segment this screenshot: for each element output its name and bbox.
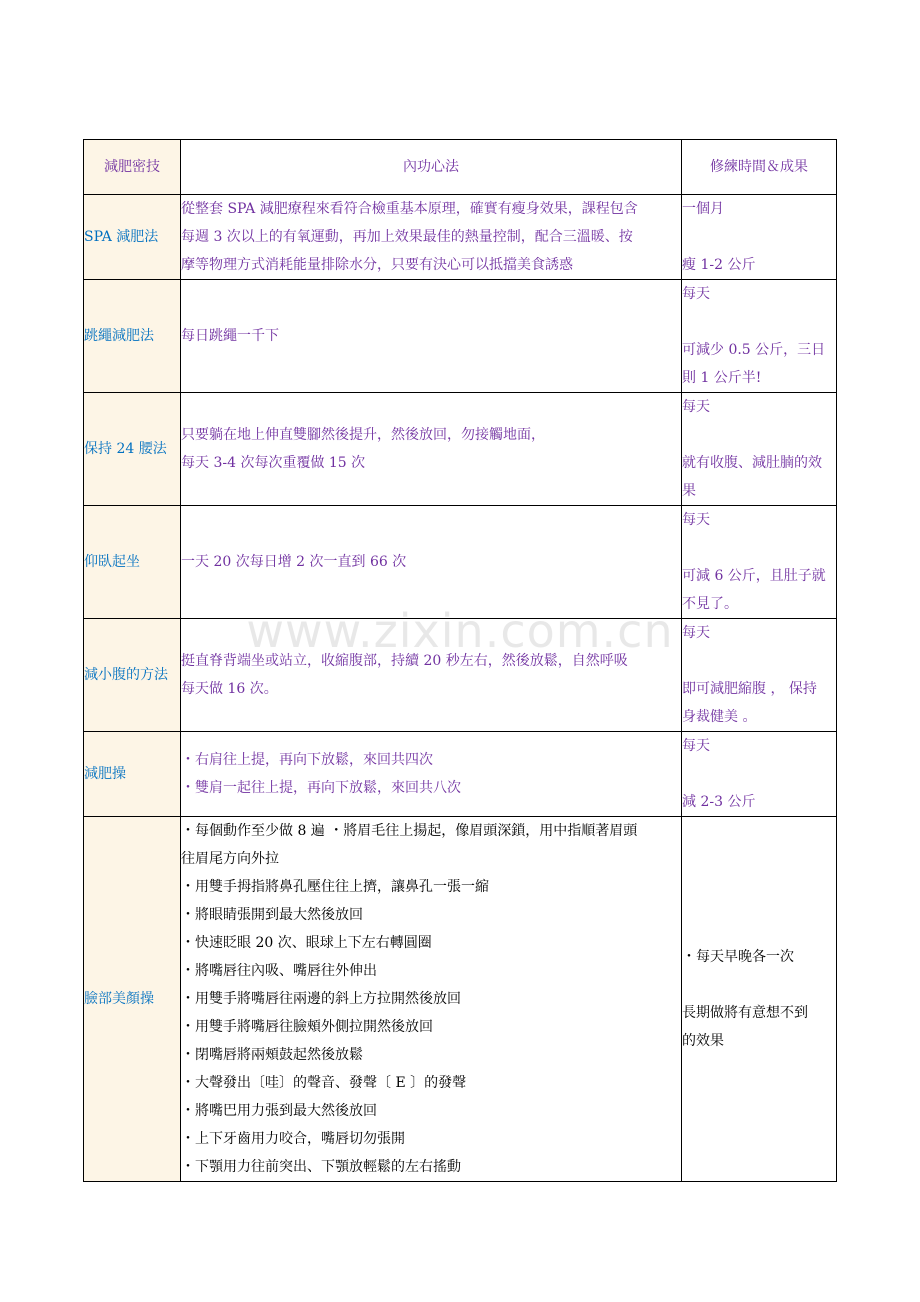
method-line: ・每個動作至少做 8 遍 ・將眉毛往上揚起，像眉頭深鎖，用中指順著眉頭	[181, 823, 638, 839]
method-line: 每日跳繩一千下	[181, 328, 279, 344]
result-line: 長期做將有意想不到	[682, 1005, 808, 1021]
method-line: ・大聲發出〔哇〕的聲音、發聲〔 E 〕的發聲	[181, 1075, 467, 1091]
method-line: 每天 3-4 次每次重覆做 15 次	[181, 455, 366, 471]
method-line: ・快速眨眼 20 次、眼球上下左右轉圓圈	[181, 935, 432, 951]
result-line: 果	[682, 483, 696, 499]
result-line: 可減少 0.5 公斤，三日	[682, 342, 826, 358]
row-result	[682, 506, 837, 619]
table-row	[84, 732, 837, 817]
method-line: 往眉尾方向外拉	[181, 851, 279, 867]
row-method	[181, 619, 682, 732]
row-method	[181, 195, 682, 280]
row-name: SPA 減肥法	[84, 195, 181, 280]
result-line: 可減 6 公斤，且肚子就	[682, 568, 826, 584]
method-line: ・用雙手將嘴唇往臉頰外側拉開然後放回	[181, 1019, 433, 1035]
table-row	[84, 280, 837, 393]
method-line: ・右肩往上提，再向下放鬆，來回共四次	[181, 752, 433, 768]
row-name: 臉部美顏操	[84, 817, 181, 1182]
row-result	[682, 195, 837, 280]
result-line: 不見了。	[682, 596, 738, 612]
watermark: www.zixin.com.cn	[246, 604, 674, 658]
table-header-row	[84, 140, 837, 195]
row-method	[181, 732, 682, 817]
row-name: 保持 24 腰法	[84, 393, 181, 506]
header-technique: 內功心法	[181, 140, 682, 195]
result-line: 即可減肥縮腹 ， 保持	[682, 681, 817, 697]
method-line: 一天 20 次每日增 2 次一直到 66 次	[181, 554, 407, 570]
result-line: 瘦 1-2 公斤	[682, 257, 756, 273]
table-row	[84, 506, 837, 619]
row-method	[181, 280, 682, 393]
row-name: 仰臥起坐	[84, 506, 181, 619]
result-line: 每天	[682, 399, 710, 415]
header-time-result: 修練時間＆成果	[682, 140, 837, 195]
result-line: 則 1 公斤半!	[682, 370, 762, 386]
row-result	[682, 732, 837, 817]
method-line: ・下顎用力往前突出、下顎放輕鬆的左右搖動	[181, 1159, 461, 1175]
result-line: 每天	[682, 625, 710, 641]
method-line: 每天做 16 次。	[181, 681, 278, 697]
method-line: 摩等物理方式消耗能量排除水分，只要有決心可以抵擋美食誘惑	[181, 257, 573, 273]
row-name: 減小腹的方法	[84, 619, 181, 732]
method-line: 從整套 SPA 減肥療程來看符合檢重基本原理，確實有瘦身效果，課程包含	[181, 201, 638, 217]
result-line: 每天	[682, 512, 710, 528]
row-method	[181, 817, 682, 1182]
method-line: 只要躺在地上伸直雙腳然後提升，然後放回，勿接觸地面，	[181, 427, 545, 443]
result-line: 減 2-3 公斤	[682, 794, 756, 810]
table-row	[84, 619, 837, 732]
method-line: ・將眼睛張開到最大然後放回	[181, 907, 363, 923]
result-line: 一個月	[682, 201, 724, 217]
result-line: 身裁健美 。	[682, 709, 757, 725]
method-line: ・用雙手將嘴唇往兩邊的斜上方拉開然後放回	[181, 991, 461, 1007]
row-result	[682, 280, 837, 393]
row-result	[682, 393, 837, 506]
result-line: 就有收腹、減肚腩的效	[682, 455, 822, 471]
method-line: ・閉嘴唇將兩頰鼓起然後放鬆	[181, 1047, 363, 1063]
method-line: ・將嘴唇往內吸、嘴唇往外伸出	[181, 963, 377, 979]
result-line: ・每天早晚各一次	[682, 949, 794, 965]
table-row	[84, 393, 837, 506]
row-name: 跳繩減肥法	[84, 280, 181, 393]
result-line: 的效果	[682, 1033, 724, 1049]
method-line: 挺直脊背端坐或站立，收縮腹部，持續 20 秒左右，然後放鬆，自然呼吸	[181, 653, 628, 669]
result-line: 每天	[682, 286, 710, 302]
row-name: 減肥操	[84, 732, 181, 817]
row-result	[682, 817, 837, 1182]
row-method	[181, 506, 682, 619]
header-method-name: 減肥密技	[84, 140, 181, 195]
diet-methods-table	[83, 139, 837, 1182]
table-row	[84, 195, 837, 280]
method-line: ・雙肩一起往上提，再向下放鬆，來回共八次	[181, 780, 461, 796]
method-line: ・將嘴巴用力張到最大然後放回	[181, 1103, 377, 1119]
row-method	[181, 393, 682, 506]
method-line: ・上下牙齒用力咬合，嘴唇切勿張開	[181, 1131, 405, 1147]
method-line: 每週 3 次以上的有氧運動，再加上效果最佳的熱量控制，配合三溫暖、按	[181, 229, 633, 245]
result-line: 每天	[682, 738, 710, 754]
method-line: ・用雙手拇指將鼻孔壓住往上擠，讓鼻孔一張一縮	[181, 879, 489, 895]
row-result	[682, 619, 837, 732]
table-row	[84, 817, 837, 1182]
